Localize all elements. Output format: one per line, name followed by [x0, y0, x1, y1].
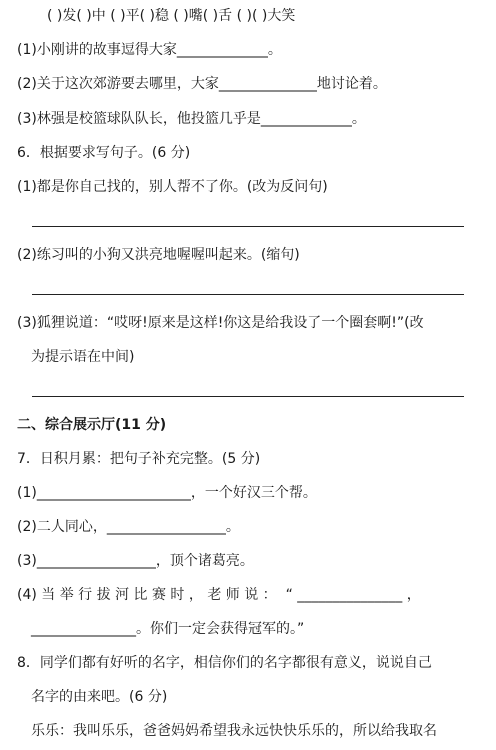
question-7-heading: 7．日积月累：把句子补充完整。(5 分) [17, 451, 261, 467]
question-8-line1: 8．同学们都有好听的名字，相信你们的名字都很有意义，说说自己 [17, 655, 432, 671]
question-7-2: (2)二人同心，_________________。 [17, 519, 240, 535]
question-7-3: (3)_________________，顶个诸葛亮。 [17, 553, 254, 569]
answer-line-6-2[interactable] [32, 294, 464, 295]
question-6-1: (1)都是你自己找的，别人帮不了你。(改为反问句) [17, 179, 328, 195]
answer-line-6-3[interactable] [32, 396, 464, 397]
question-5-1: (1)小刚讲的故事逗得大家_____________。 [17, 42, 282, 58]
question-6-heading: 6．根据要求写句子。(6 分) [17, 145, 191, 161]
question-5-3: (3)林强是校篮球队队长，他投篮几乎是_____________。 [17, 111, 366, 127]
answer-line-6-1[interactable] [32, 226, 464, 227]
question-6-2: (2)练习叫的小狗又洪亮地喔喔叫起来。(缩句) [17, 247, 300, 263]
question-6-3-line1: (3)狐狸说道：“哎呀!原来是这样!你这是给我设了一个圈套啊!”(改 [17, 315, 424, 331]
question-5-2: (2)关于这次郊游要去哪里，大家______________地讨论着。 [17, 76, 387, 92]
question-8-line2: 名字的由来吧。(6 分) [31, 689, 168, 705]
idiom-fill-line: ( )发( )中 ( )平( )稳 ( )嘴( )舌 ( )( )大笑 [47, 8, 296, 24]
question-7-1: (1)______________________，一个好汉三个帮。 [17, 485, 317, 501]
question-8-example: 乐乐：我叫乐乐，爸爸妈妈希望我永远快快乐乐的，所以给我取名 [31, 723, 437, 739]
question-6-3-line2: 为提示语在中间) [31, 349, 135, 365]
question-7-4-line1: (4) 当 举 行 拔 河 比 赛 时 ， 老 师 说 ： “ _______________ ， [17, 587, 421, 603]
question-7-4-line2: _______________。你们一定会获得冠军的。” [31, 621, 305, 637]
section-2-heading: 二、综合展示厅(11 分) [17, 417, 167, 433]
